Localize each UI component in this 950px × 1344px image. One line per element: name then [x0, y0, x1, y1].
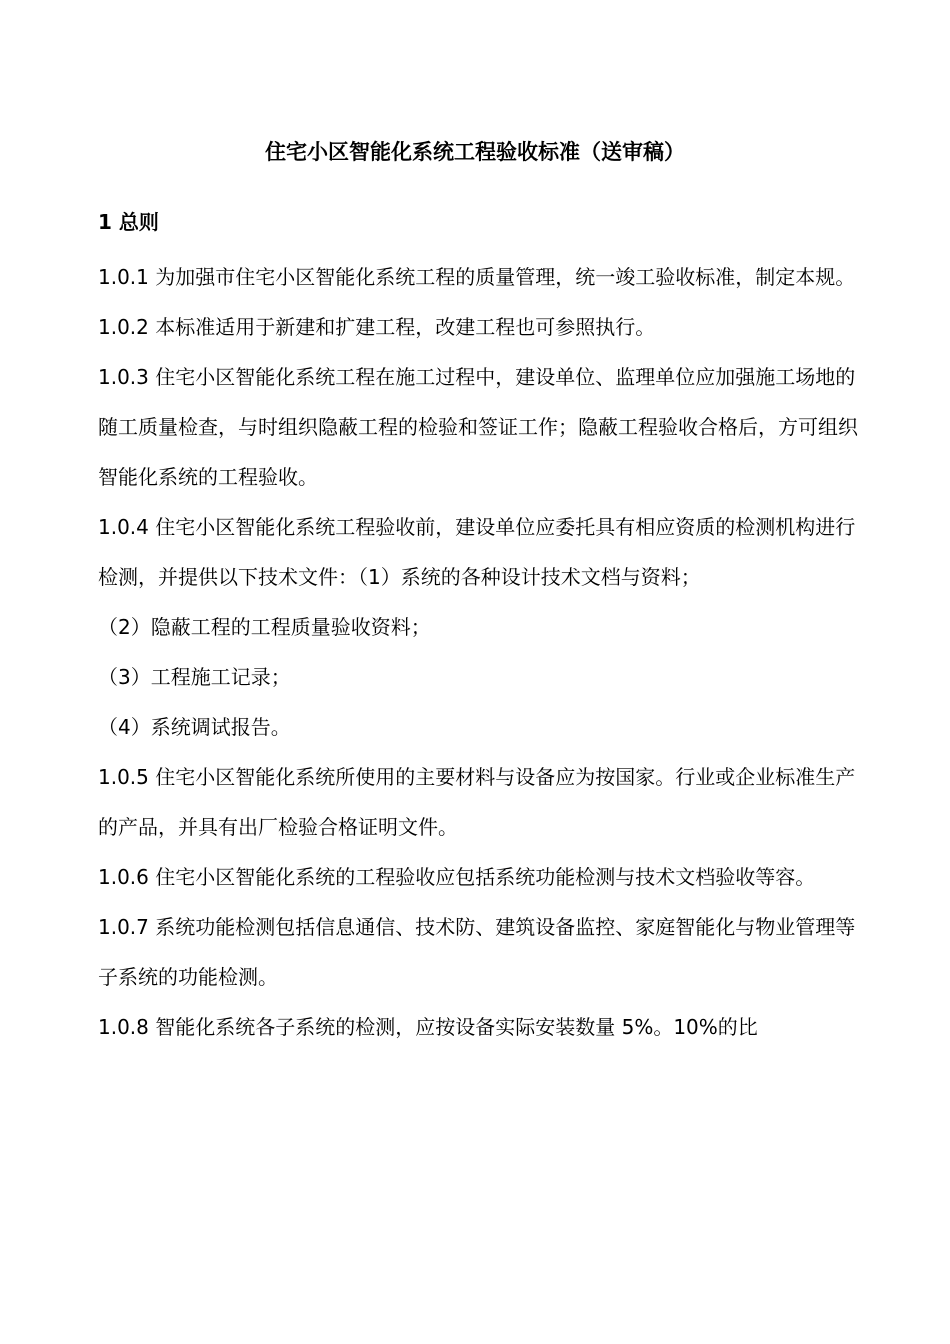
paragraph-1-0-3: 1.0.3 住宅小区智能化系统工程在施工过程中，建设单位、监理单位应加强施工场地的随工质量检查，与时组织隐蔽工程的检验和签证工作；隐蔽工程验收合格后，方可组织智能化系统的工程验收。	[98, 365, 858, 489]
paragraph-1-0-5: 1.0.5 住宅小区智能化系统所使用的主要材料与设备应为按国家。行业或企业标准生产的产品，并具有出厂检验合格证明文件。	[98, 765, 856, 839]
paragraph-1-0-1: 1.0.1 为加强市住宅小区智能化系统工程的质量管理，统一竣工验收标准，制定本规。	[98, 265, 856, 289]
document-title: 住宅小区智能化系统工程验收标准（送审稿）	[265, 140, 685, 164]
paragraph-1-0-7: 1.0.7 系统功能检测包括信息通信、技术防、建筑设备监控、家庭智能化与物业管理等子系统的功能检测。	[98, 915, 856, 989]
paragraph-1-0-4: 1.0.4 住宅小区智能化系统工程验收前，建设单位应委托具有相应资质的检测机构进行检测，并提供以下技术文件：（1）系统的各种设计技术文档与资料；	[98, 515, 856, 589]
paragraph-1-0-6: 1.0.6 住宅小区智能化系统的工程验收应包括系统功能检测与技术文档验收等容。	[98, 865, 816, 889]
list-item-4: （4）系统调试报告。	[98, 715, 291, 739]
document-body	[98, 252, 858, 1052]
paragraph-1-0-2: 1.0.2 本标准适用于新建和扩建工程，改建工程也可参照执行。	[98, 315, 656, 339]
section-heading: 1 总则	[98, 210, 159, 234]
paragraph-1-0-8: 1.0.8 智能化系统各子系统的检测，应按设备实际安装数量 5%。10%的比	[98, 1015, 758, 1039]
list-item-2: （2）隐蔽工程的工程质量验收资料；	[98, 615, 431, 639]
list-item-3: （3）工程施工记录；	[98, 665, 291, 689]
